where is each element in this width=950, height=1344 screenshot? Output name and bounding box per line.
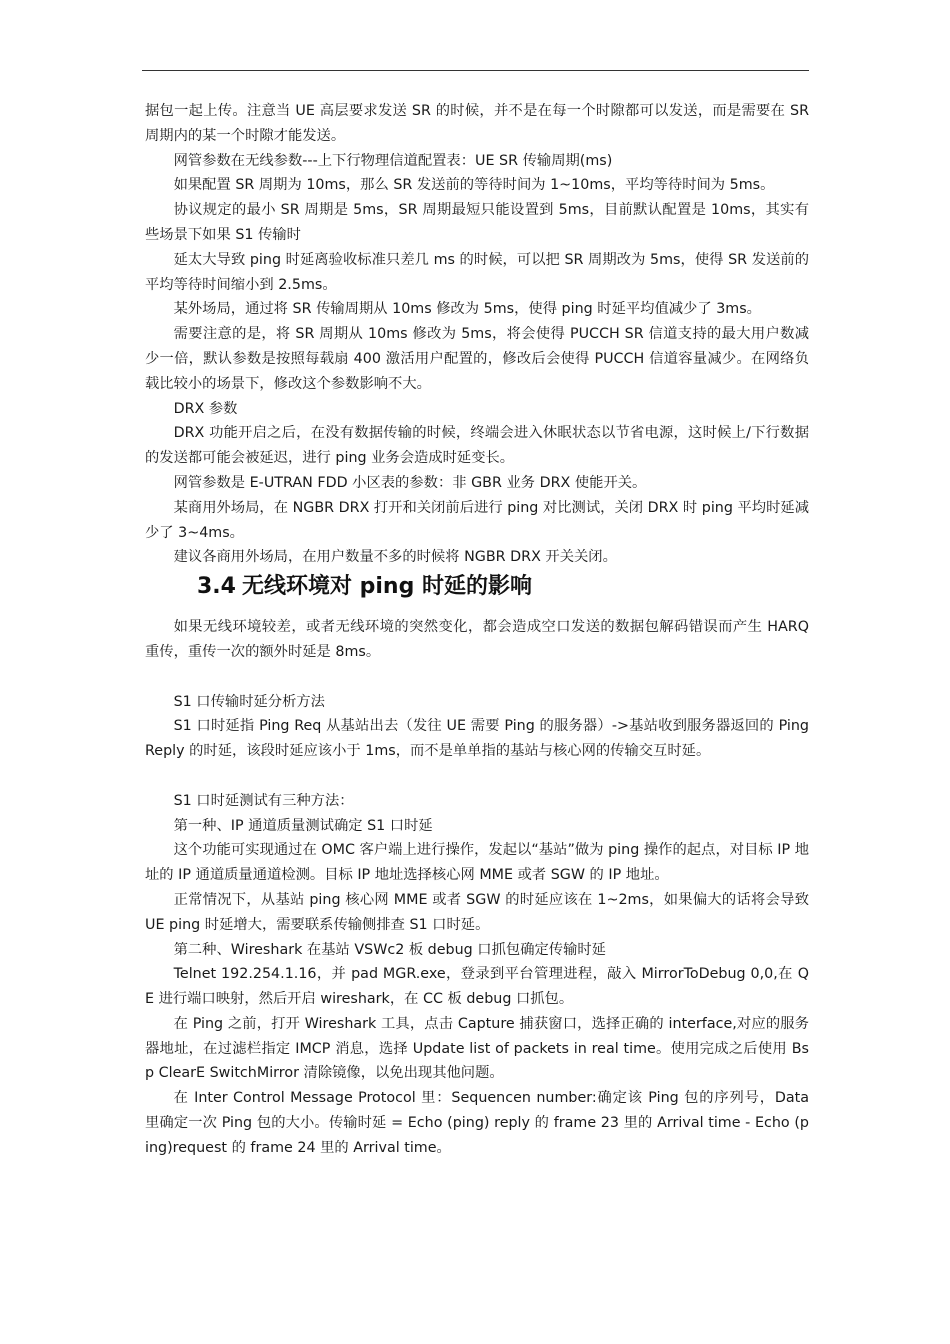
paragraph: 据包一起上传。注意当 UE 高层要求发送 SR 的时候，并不是在每一个时隙都可以发送，而是需要在 SR 周期内的某一个时隙才能发送。 bbox=[145, 103, 809, 144]
paragraph: Telnet 192.254.1.16，并 pad MGR.exe，登录到平台管理进程，敲入 MirrorToDebug 0,0,在 QE 进行端口映射，然后开启 wireshark，在 CC 板 debug 口抓包。 bbox=[145, 966, 809, 1008]
paragraph: 网管参数在无线参数---上下行物理信道配置表：UE SR 传输周期(ms) bbox=[173, 152, 613, 169]
paragraph: 需要注意的是，将 SR 周期从 10ms 修改为 5ms，将会使得 PUCCH SR 信道支持的最大用户数减少一倍，默认参数是按照每载扇 400 激活用户配置的，修改后会使得 PUCCH 信道容量减少。在网络负载比较小的场景下，修改这个参数影响不大。 bbox=[145, 326, 809, 392]
paragraph: 某商用外场局，在 NGBR DRX 打开和关闭前后进行 ping 对比测试，关闭 DRX 时 ping 平均时延减少了 3~4ms。 bbox=[145, 499, 809, 541]
paragraph: 某外场局，通过将 SR 传输周期从 10ms 修改为 5ms，使得 ping 时延平均值减少了 3ms。 bbox=[173, 301, 761, 318]
paragraph: 如果配置 SR 周期为 10ms，那么 SR 发送前的等待时间为 1~10ms，平均等待时间为 5ms。 bbox=[173, 177, 775, 194]
paragraph: S1 口时延测试有三种方法： bbox=[173, 792, 354, 809]
paragraph: DRX 功能开启之后，在没有数据传输的时候，终端会进入休眠状态以节省电源，这时候上/下行数据的发送都可能会被延迟，进行 ping 业务会造成时延变长。 bbox=[145, 425, 809, 467]
paragraph: 第一种、IP 通道质量测试确定 S1 口时延 bbox=[173, 817, 433, 834]
document-body bbox=[145, 99, 809, 1161]
section-number: 3.4 bbox=[197, 574, 236, 600]
paragraph: 在 Inter Control Message Protocol 里：Sequencen number:确定该 Ping 包的序列号，Data 里确定一次 Ping 包的大小。传输时延 = Echo (ping) reply 的 frame 23 里的 Arrival time - Echo (ping)request 的 frame 24 里的 Arrival time。 bbox=[145, 1090, 809, 1156]
section-heading bbox=[145, 570, 809, 608]
paragraph: 在 Ping 之前，打开 Wireshark 工具，点击 Capture 捕获窗口，选择正确的 interface,对应的服务器地址，在过滤栏指定 IMCP 消息，选择 Update list of packets in real time。使用完成之后使用 Bsp ClearE SwitchMirror 清除镜像，以免出现其他问题。 bbox=[145, 1015, 809, 1082]
paragraph: S1 口传输时延分析方法 bbox=[173, 693, 325, 710]
paragraph: 协议规定的最小 SR 周期是 5ms，SR 周期最短只能设置到 5ms，目前默认配置是 10ms，其实有些场景下如果 S1 传输时 bbox=[145, 202, 809, 243]
section-title: 无线环境对 ping 时延的影响 bbox=[241, 574, 533, 600]
paragraph: 延太大导致 ping 时延离验收标准只差几 ms 的时候，可以把 SR 周期改为 5ms，使得 SR 发送前的平均等待时间缩小到 2.5ms。 bbox=[145, 251, 809, 293]
paragraph: 正常情况下，从基站 ping 核心网 MME 或者 SGW 的时延应该在 1~2ms，如果偏大的话将会导致 UE ping 时延增大，需要联系传输侧排查 S1 口时延。 bbox=[145, 891, 809, 933]
paragraph: 网管参数是 E-UTRAN FDD 小区表的参数：非 GBR 业务 DRX 使能开关。 bbox=[173, 474, 647, 491]
paragraph: 这个功能可实现通过在 OMC 客户端上进行操作，发起以“基站”做为 ping 操作的起点，对目标 IP 地址的 IP 通道质量通道检测。目标 IP 地址选择核心网 MME 或者 SGW 的 IP 地址。 bbox=[145, 842, 809, 884]
paragraph: DRX 参数 bbox=[173, 400, 238, 417]
header-rule bbox=[142, 70, 809, 71]
paragraph: 第二种、Wireshark 在基站 VSWc2 板 debug 口抓包确定传输时延 bbox=[173, 941, 606, 958]
paragraph: 建议各商用外场局，在用户数量不多的时候将 NGBR DRX 开关关闭。 bbox=[173, 549, 617, 566]
paragraph: 如果无线环境较差，或者无线环境的突然变化，都会造成空口发送的数据包解码错误而产生 HARQ 重传，重传一次的额外时延是 8ms。 bbox=[145, 619, 809, 660]
paragraph: S1 口时延指 Ping Req 从基站出去（发往 UE 需要 Ping 的服务器）->基站收到服务器返回的 Ping Reply 的时延，该段时延应该小于 1ms，而不是单单指的基站与核心网的传输交互时延。 bbox=[145, 718, 809, 760]
